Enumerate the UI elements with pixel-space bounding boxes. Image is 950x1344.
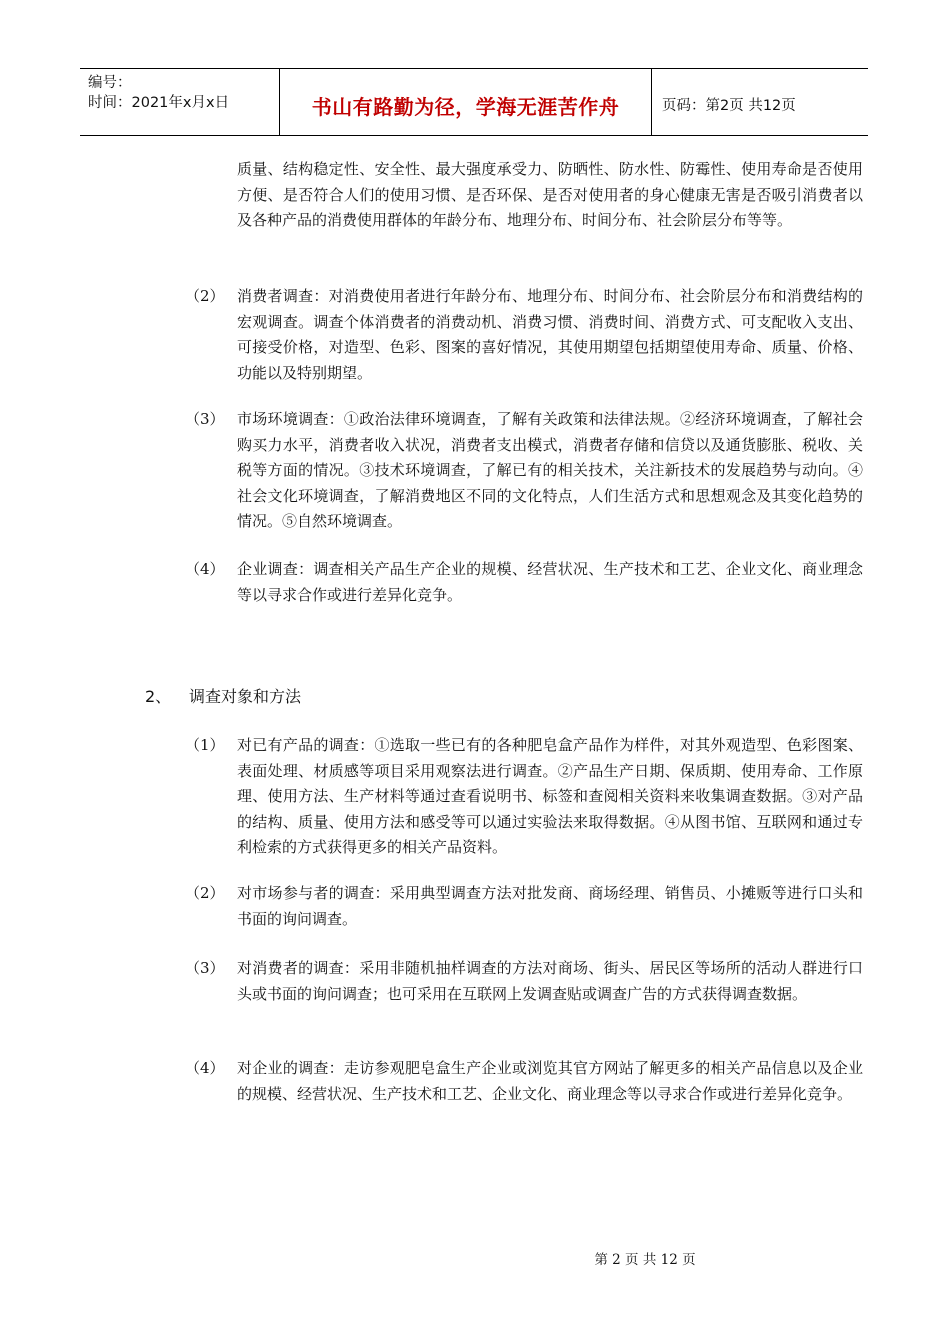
item-number: （4）: [185, 560, 225, 578]
item-number: （1）: [185, 736, 225, 754]
doc-number-label: 编号：: [88, 75, 132, 91]
item-number: （2）: [185, 287, 225, 305]
item-text: 企业调查：调查相关产品生产企业的规模、经营状况、生产技术和工艺、企业文化、商业理念等以寻求合作或进行差异化竞争。: [237, 560, 863, 604]
doc-time-label: 时间：2021年x月x日: [88, 95, 230, 111]
intro-paragraph: 质量、结构稳定性、安全性、最大强度承受力、防晒性、防水性、防霉性、使用寿命是否使用方便、是否符合人们的使用习惯、是否环保、是否对使用者的身心健康无害是否吸引消费者以及各种产品的消费使用群体的年龄分布、地理分布、时间分布、社会阶层分布等等。: [237, 160, 863, 229]
header-page-label: 页码：第2页 共12页: [662, 97, 796, 114]
item-text: 消费者调查：对消费使用者进行年龄分布、地理分布、时间分布、社会阶层分布和消费结构的宏观调查。调查个体消费者的消费动机、消费习惯、消费时间、消费方式、可支配收入支出、可接受价格，对造型、色彩、图案的喜好情况，其使用期望包括期望使用寿命、质量、价格、功能以及特别期望。: [237, 287, 863, 382]
item-number: （3）: [185, 410, 225, 428]
item-number: （3）: [185, 959, 225, 977]
item-text: 市场环境调查：①政治法律环境调查，了解有关政策和法律法规。②经济环境调查，了解社会购买力水平，消费者收入状况，消费者支出模式，消费者存储和信贷以及通货膨胀、税收、关税等方面的情况。③技术环境调查，了解已有的相关技术，关注新技术的发展趋势与动向。④社会文化环境调查，了解消费地区不同的文化特点，人们生活方式和思想观念及其变化趋势的情况。⑤自然环境调查。: [237, 410, 863, 530]
item-number: （4）: [185, 1059, 225, 1077]
item-text: 对消费者的调查：采用非随机抽样调查的方法对商场、街头、居民区等场所的活动人群进行口头或书面的询问调查；也可采用在互联网上发调查贴或调查广告的方式获得调查数据。: [237, 959, 863, 1003]
section-title: 调查对象和方法: [189, 687, 302, 706]
page-footer: 第 2 页 共 12 页: [594, 1252, 696, 1268]
item-text: 对企业的调查：走访参观肥皂盒生产企业或浏览其官方网站了解更多的相关产品信息以及企业的规模、经营状况、生产技术和工艺、企业文化、商业理念等以寻求合作或进行差异化竞争。: [237, 1059, 863, 1103]
header-meta: [80, 69, 280, 135]
section-number: 2、: [145, 687, 172, 706]
header-motto: 书山有路勤为径，学海无涯苦作舟: [280, 69, 652, 135]
item-text: 对已有产品的调查：①选取一些已有的各种肥皂盒产品作为样件，对其外观造型、色彩图案、表面处理、材质感等项目采用观察法进行调查。②产品生产日期、保质期、使用寿命、工作原理、使用方法、生产材料等通过查看说明书、标签和查阅相关资料来收集调查数据。③对产品的结构、质量、使用方法和感受等可以通过实验法来取得数据。④从图书馆、互联网和通过专利检索的方式获得更多的相关产品资料。: [237, 736, 863, 856]
section-heading: [145, 684, 301, 707]
item-text: 对市场参与者的调查：采用典型调查方法对批发商、商场经理、销售员、小摊贩等进行口头和书面的询问调查。: [237, 884, 863, 928]
item-number: （2）: [185, 884, 225, 902]
page-header: [80, 68, 868, 136]
